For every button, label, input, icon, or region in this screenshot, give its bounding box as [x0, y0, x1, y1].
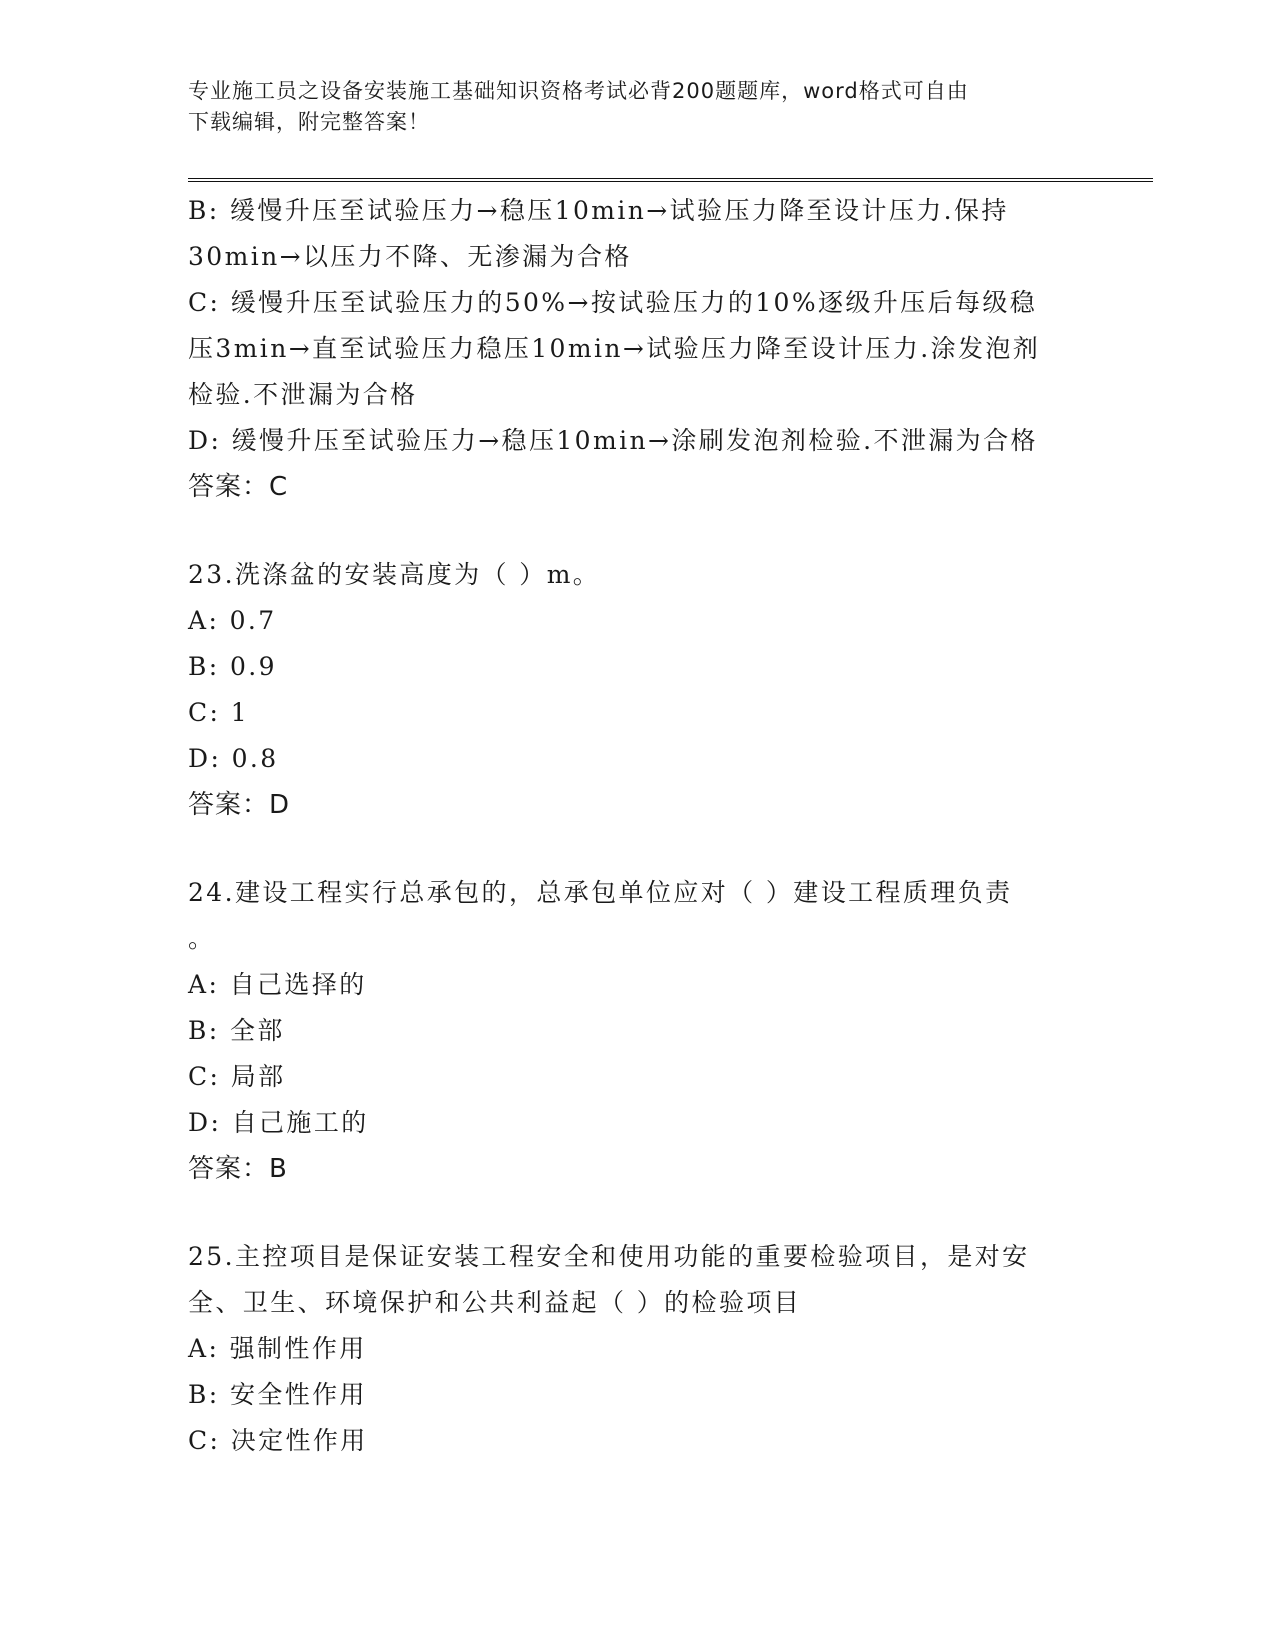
option-d: D: 缓慢升压至试验压力→稳压10min→涂刷发泡剂检验.不泄漏为合格	[188, 426, 1038, 455]
option-a: A: 自己选择的	[188, 970, 367, 999]
option-c-line-1: C: 缓慢升压至试验压力的50%→按试验压力的10%逐级升压后每级稳	[188, 288, 1038, 317]
answer: 答案：D	[188, 790, 291, 820]
option-a: A: 0.7	[188, 606, 277, 635]
option-d: D: 自己施工的	[188, 1108, 369, 1137]
question-22-continued	[188, 188, 1088, 510]
option-b: B: 0.9	[188, 652, 277, 681]
question-25	[188, 1234, 1088, 1464]
option-d: D: 0.8	[188, 744, 279, 773]
question-text: 23.洗涤盆的安装高度为（ ）m。	[188, 560, 601, 589]
option-c: C: 决定性作用	[188, 1426, 368, 1455]
question-23	[188, 552, 1088, 828]
question-text-line-2: 全、卫生、环境保护和公共利益起（ ）的检验项目	[188, 1288, 802, 1317]
option-c-line-3: 检验.不泄漏为合格	[188, 380, 418, 409]
question-24	[188, 870, 1088, 1192]
document-header	[188, 76, 1088, 138]
answer: 答案：C	[188, 472, 289, 502]
option-a: A: 强制性作用	[188, 1334, 367, 1363]
option-b-line-1: B: 缓慢升压至试验压力→稳压10min→试验压力降至设计压力.保持	[188, 196, 1009, 225]
header-line-2: 下载编辑，附完整答案！	[188, 110, 430, 134]
header-line-1: 专业施工员之设备安装施工基础知识资格考试必背200题题库，word格式可自由	[188, 79, 969, 103]
spacer	[188, 1192, 1088, 1234]
spacer	[188, 828, 1088, 870]
header-divider	[188, 178, 1153, 182]
option-b-line-2: 30min→以压力不降、无渗漏为合格	[188, 242, 632, 271]
document-body	[188, 188, 1088, 1464]
option-c-line-2: 压3min→直至试验压力稳压10min→试验压力降至设计压力.涂发泡剂	[188, 334, 1041, 363]
option-b: B: 安全性作用	[188, 1380, 367, 1409]
option-c: C: 局部	[188, 1062, 286, 1091]
option-b: B: 全部	[188, 1016, 285, 1045]
option-c: C: 1	[188, 698, 250, 727]
question-text-line-1: 25.主控项目是保证安装工程安全和使用功能的重要检验项目，是对安	[188, 1242, 1030, 1271]
answer: 答案：B	[188, 1154, 288, 1184]
spacer	[188, 510, 1088, 552]
question-text-line-1: 24.建设工程实行总承包的，总承包单位应对（ ）建设工程质理负责	[188, 878, 1013, 907]
question-text-line-2: 。	[188, 924, 216, 953]
